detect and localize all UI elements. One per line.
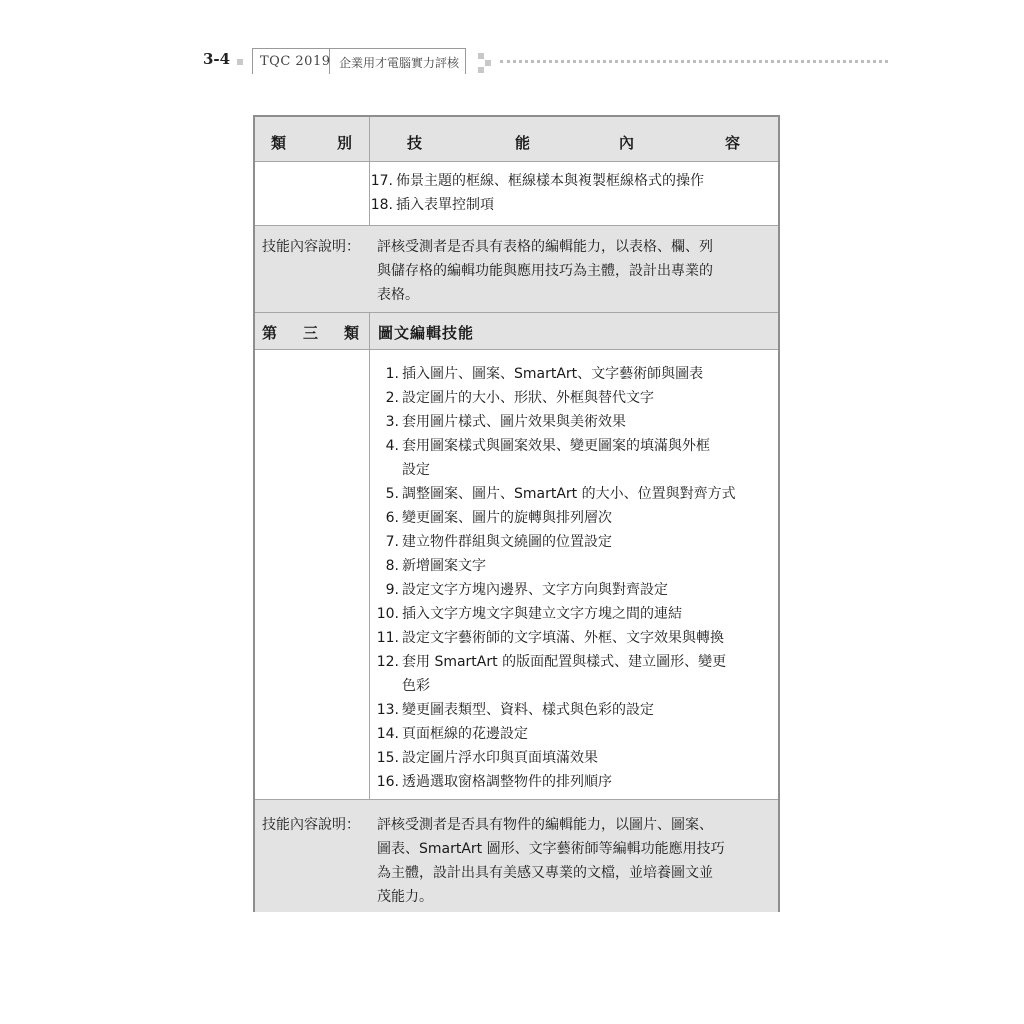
list-item: 17. 佈景主題的框線、框線樣本與複製框線格式的操作 xyxy=(370,173,704,189)
category-char: 三 xyxy=(303,324,319,342)
desc-label: 技能內容說明： xyxy=(262,817,360,833)
category-title: 圖文編輯技能 xyxy=(378,324,475,342)
book-title-box xyxy=(252,48,466,74)
list-item: 14. 頁面框線的花邊設定 xyxy=(376,726,528,742)
list-item: 7. 建立物件群組與文繞圖的位置設定 xyxy=(385,534,612,550)
header-content-char: 容 xyxy=(725,134,741,152)
row-divider xyxy=(255,225,778,226)
list-item: 12. 套用 SmartArt 的版面配置與樣式、建立圖形、變更 xyxy=(376,654,727,670)
header-square-icon xyxy=(485,60,491,66)
desc-label: 技能內容說明： xyxy=(262,239,360,255)
row-divider xyxy=(255,312,778,313)
list-item: 5. 調整圖案、圖片、SmartArt 的大小、位置與對齊方式 xyxy=(385,486,736,502)
list-item-continuation: 色彩 xyxy=(402,678,430,694)
header-content-char: 內 xyxy=(619,134,635,152)
header-square-icon xyxy=(478,53,484,59)
desc-text: 評核受測者是否具有物件的編輯能力，以圖片、圖案、 圖表、SmartArt 圖形、文字藝術師等編輯功能應用技巧 為主體，設計出具有美感又專業的文檔，並培養圖文並 茂能力。 xyxy=(377,817,725,905)
skill-table xyxy=(253,115,780,912)
page-number: 3-4 xyxy=(203,50,231,68)
list-item: 16. 透過選取窗格調整物件的排列順序 xyxy=(376,774,612,790)
category-row-bg xyxy=(255,313,778,349)
list-item: 9. 設定文字方塊內邊界、文字方向與對齊設定 xyxy=(385,582,668,598)
list-item: 2. 設定圖片的大小、形狀、外框與替代文字 xyxy=(385,390,654,406)
book-subtitle: 企業用才電腦實力評核 xyxy=(339,56,460,70)
header-category-char: 別 xyxy=(337,134,353,152)
row-divider xyxy=(255,349,778,350)
row-divider xyxy=(255,161,778,162)
list-item: 18. 插入表單控制項 xyxy=(370,197,494,213)
header-content-char: 能 xyxy=(515,134,531,152)
list-item: 15. 設定圖片浮水印與頁面填滿效果 xyxy=(376,750,598,766)
list-item-continuation: 設定 xyxy=(402,462,430,478)
header-dotted-rule xyxy=(500,60,888,63)
list-item: 6. 變更圖案、圖片的旋轉與排列層次 xyxy=(385,510,612,526)
row-divider xyxy=(255,799,778,800)
header-square-icon xyxy=(478,67,484,73)
list-item: 3. 套用圖片樣式、圖片效果與美術效果 xyxy=(385,414,626,430)
desc-text: 評核受測者是否具有表格的編輯能力，以表格、欄、列 與儲存格的編輯功能與應用技巧為主體，設計出專業的 表格。 xyxy=(377,239,713,303)
list-item: 4. 套用圖案樣式與圖案效果、變更圖案的填滿與外框 xyxy=(385,438,710,454)
column-divider xyxy=(369,312,370,799)
header-square-icon xyxy=(237,59,243,65)
header-category-char: 類 xyxy=(271,134,287,152)
book-name: TQC 2019 xyxy=(260,54,331,69)
running-header xyxy=(0,0,1024,90)
list-item: 11. 設定文字藝術師的文字填滿、外框、文字效果與轉換 xyxy=(376,630,724,646)
list-item: 13. 變更圖表類型、資料、樣式與色彩的設定 xyxy=(376,702,654,718)
list-item: 1. 插入圖片、圖案、SmartArt、文字藝術師與圖表 xyxy=(385,366,704,382)
list-item: 10. 插入文字方塊文字與建立文字方塊之間的連結 xyxy=(376,606,682,622)
category-char: 第 xyxy=(262,324,278,342)
header-content-char: 技 xyxy=(407,134,423,152)
list-item: 8. 新增圖案文字 xyxy=(385,558,486,574)
category-char: 類 xyxy=(344,324,360,342)
